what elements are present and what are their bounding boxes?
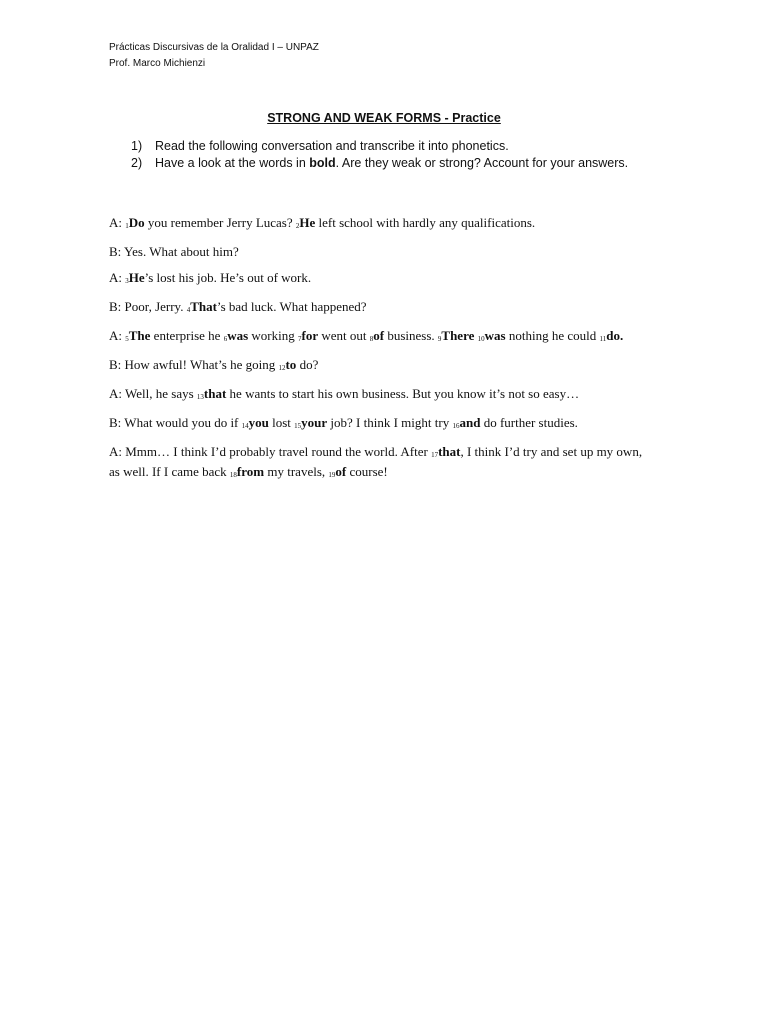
instruction-text	[155, 138, 661, 155]
text-segment: do further studies.	[480, 415, 578, 430]
text-segment: you remember Jerry Lucas?	[144, 215, 296, 230]
bold-word: The	[128, 328, 151, 343]
text-segment: course!	[346, 464, 388, 479]
bold-word: that	[438, 444, 461, 459]
bold-word: to	[285, 357, 297, 372]
text-segment: my travels,	[264, 464, 329, 479]
word-index-number: 14	[241, 422, 249, 430]
text-segment: B: Poor, Jerry.	[109, 299, 187, 314]
dialogue-line	[109, 356, 654, 376]
instruction-item	[131, 155, 661, 172]
word-index-number: 11	[599, 335, 607, 343]
text-segment: B: Yes. What about him?	[109, 244, 239, 259]
text-segment: working	[248, 328, 298, 343]
word-index-number: 2	[295, 222, 300, 230]
bold-word: was	[484, 328, 506, 343]
bold-word: of	[373, 328, 385, 343]
text-segment: nothing he could	[505, 328, 600, 343]
word-index-number: 7	[298, 335, 302, 343]
text-segment: A:	[109, 328, 126, 343]
instruction-item	[131, 138, 661, 155]
page-title: STRONG AND WEAK FORMS - Practice	[267, 111, 501, 125]
text-segment: B: What would you do if	[109, 415, 242, 430]
bold-word: He	[128, 270, 145, 285]
bold-word: your	[301, 415, 328, 430]
word-index-number: 10	[477, 335, 485, 343]
bold-word: was	[227, 328, 249, 343]
text-segment: do?	[296, 357, 319, 372]
dialogue-line	[109, 327, 654, 347]
bold-word: bold	[309, 156, 336, 170]
conversation	[109, 214, 654, 492]
word-index-number: 18	[229, 471, 237, 479]
text-segment: ’s lost his job. He’s out of work.	[144, 270, 312, 285]
text-segment: A: Mmm… I think I’d probably travel round the world. After	[109, 444, 432, 459]
text-segment: A:	[109, 215, 126, 230]
text-segment: A: Well, he says	[109, 386, 197, 401]
text-segment: went out	[318, 328, 370, 343]
word-index-number: 13	[196, 393, 204, 401]
bold-word: and	[459, 415, 481, 430]
word-index-number: 15	[294, 422, 302, 430]
word-index-number: 4	[186, 306, 191, 314]
text-segment: job? I think I might try	[327, 415, 453, 430]
instruction-number: 1)	[131, 139, 143, 153]
course-name: Prácticas Discursivas de la Oralidad I – UNPAZ	[109, 42, 319, 53]
word-index-number: 9	[437, 335, 442, 343]
word-index-number: 6	[223, 335, 228, 343]
text-segment: , I think I’d try and set up my own, as well. If I came back	[109, 444, 643, 479]
text-segment: lost	[268, 415, 295, 430]
text-segment: ’s bad luck. What happened?	[216, 299, 367, 314]
text-segment: B: How awful! What’s he going	[109, 357, 279, 372]
instruction-text	[155, 155, 661, 172]
dialogue-line	[109, 269, 654, 289]
dialogue-line	[109, 443, 654, 483]
text-segment: . Are they weak or strong? Account for your answers.	[335, 156, 629, 170]
bold-word: from	[236, 464, 265, 479]
word-index-number: 3	[125, 277, 129, 285]
word-index-number: 8	[369, 335, 374, 343]
dialogue-line	[109, 414, 654, 434]
text-segment: Read the following conversation and transcribe it into phonetics.	[155, 139, 509, 153]
text-segment: he wants to start his own business. But you know it’s not so easy…	[226, 386, 580, 401]
bold-word: that	[203, 386, 227, 401]
word-index-number: 1	[125, 222, 129, 230]
bold-word: do.	[606, 328, 624, 343]
bold-word: for	[301, 328, 319, 343]
text-segment: A:	[109, 270, 126, 285]
bold-word: Do	[128, 215, 145, 230]
bold-word: of	[335, 464, 347, 479]
text-segment: Have a look at the words in	[155, 156, 310, 170]
dialogue-line	[109, 385, 654, 405]
instruction-number: 2)	[131, 156, 143, 170]
dialogue-line	[109, 214, 654, 234]
word-index-number: 16	[452, 422, 460, 430]
dialogue-line	[109, 298, 654, 318]
bold-word: He	[299, 215, 316, 230]
document-header	[109, 40, 319, 72]
word-index-number: 12	[278, 364, 286, 372]
professor-name: Prof. Marco Michienzi	[109, 58, 206, 69]
bold-word: That	[190, 299, 217, 314]
word-index-number: 17	[431, 451, 439, 459]
text-segment: left school with hardly any qualifications.	[315, 215, 536, 230]
text-segment: business.	[384, 328, 438, 343]
instructions-list	[131, 138, 661, 172]
bold-word: There	[441, 328, 475, 343]
bold-word: you	[248, 415, 269, 430]
word-index-number: 5	[125, 335, 129, 343]
word-index-number: 19	[328, 471, 336, 479]
dialogue-line	[109, 243, 654, 260]
text-segment: enterprise he	[150, 328, 224, 343]
